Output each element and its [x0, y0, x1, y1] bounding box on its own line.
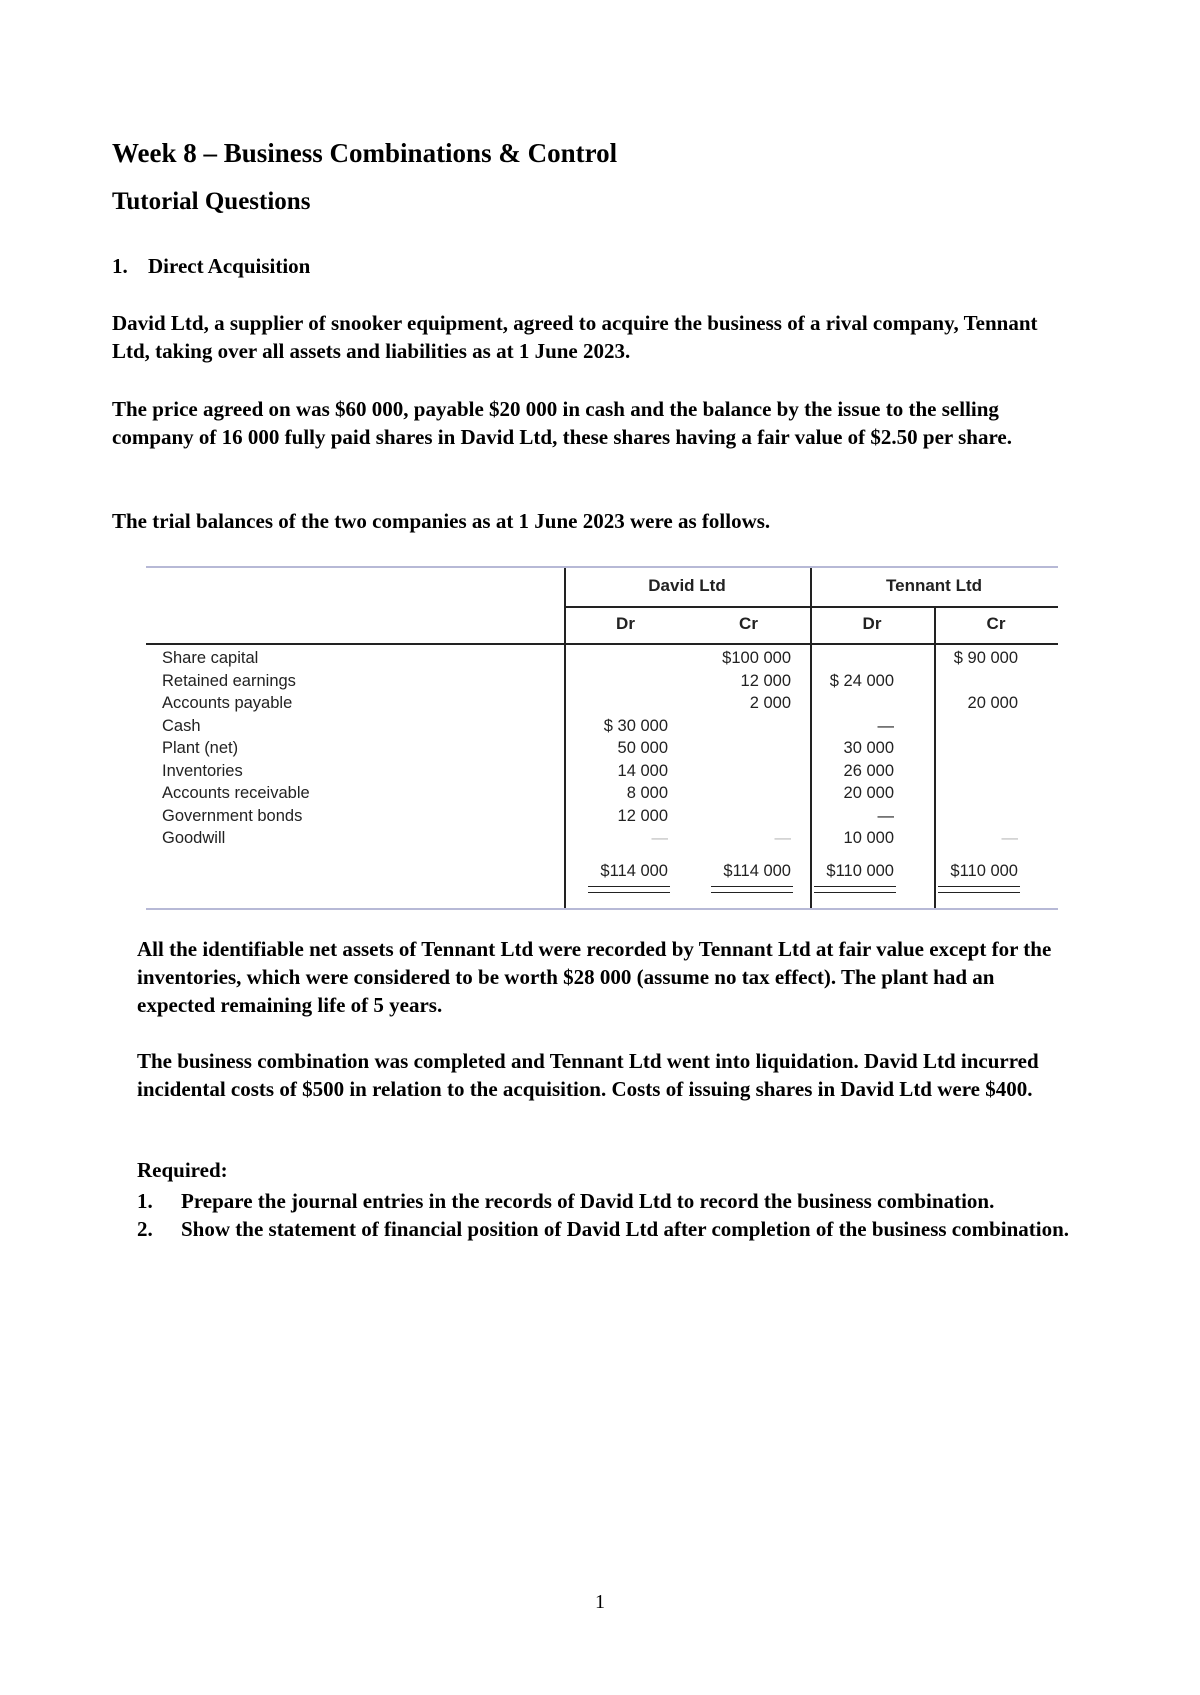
required-item-text: Prepare the journal entries in the records of David Ltd to record the business combination.	[181, 1189, 995, 1213]
col-header-tennant-dr: Dr	[862, 614, 882, 633]
col-header-david-cr: Cr	[739, 614, 758, 633]
table-cell: 50 000	[617, 739, 668, 757]
required-item-text: Show the statement of financial position of David Ltd after completion of the business combination.	[181, 1217, 1070, 1241]
col-header-david-dr: Dr	[616, 614, 635, 633]
table-cell: —	[651, 829, 668, 847]
table-total: $114 000	[600, 861, 668, 880]
header-rule	[564, 606, 1058, 608]
table-row-label: Plant (net)	[162, 739, 239, 757]
paragraph-fair-value: All the identifiable net assets of Tennant Ltd were recorded by Tennant Ltd at fair value except for the inventories, which were considered to be worth $28 000 (assume no tax effect). The plant had an expected remaining life of 5 years.	[137, 937, 1052, 1017]
paragraph-trial-balance-intro: The trial balances of the two companies as at 1 June 2023 were as follows.	[112, 509, 771, 533]
page-subtitle: Tutorial Questions	[112, 188, 311, 215]
table-row-label: Inventories	[162, 761, 243, 780]
required-label: Required:	[137, 1158, 228, 1182]
table-total: $110 000	[950, 861, 1018, 880]
trial-balance-table	[146, 566, 1058, 910]
page-title: Week 8 – Business Combinations & Control	[112, 138, 618, 168]
table-cell: 20 000	[967, 694, 1018, 712]
table-cell: 30 000	[843, 739, 894, 757]
paragraph-price: The price agreed on was $60 000, payable $20 000 in cash and the balance by the issue to the selling company of 16 000 fully paid shares in David Ltd, these shares having a fair value of $2.50 per share.	[112, 397, 1012, 449]
double-underline	[588, 886, 670, 893]
col-header-tennant-cr: Cr	[986, 614, 1006, 633]
double-underline	[814, 886, 896, 893]
table-bottom-rule	[146, 908, 1058, 910]
paragraph-liquidation: The business combination was completed and Tennant Ltd went into liquidation. David Ltd incurred incidental costs of $500 in relation to the acquisition. Costs of issuing shares in David Ltd were $400.	[137, 1049, 1039, 1101]
required-list	[137, 1187, 1077, 1243]
double-underline	[938, 886, 1020, 893]
table-cell: 8 000	[626, 784, 668, 802]
question-title: Direct Acquisition	[148, 254, 311, 278]
table-row-label: Goodwill	[162, 829, 226, 847]
table-row-label: Retained earnings	[162, 671, 296, 690]
table-row-label: Government bonds	[162, 806, 303, 825]
header-bottom-rule	[146, 643, 1058, 645]
table-cell: —	[877, 806, 894, 825]
table-cell: —	[774, 829, 791, 847]
company-header-tennant: Tennant Ltd	[886, 576, 982, 595]
required-item	[137, 1187, 1077, 1215]
table-row-label: Accounts receivable	[162, 784, 310, 802]
table-cell: $ 24 000	[829, 671, 894, 690]
table-total: $114 000	[723, 861, 791, 880]
required-item-number: 2.	[137, 1217, 153, 1241]
table-cell: 20 000	[843, 784, 894, 802]
table-cell: $100 000	[722, 649, 791, 667]
table-row-label: Cash	[162, 716, 201, 735]
table-cell: $ 90 000	[953, 649, 1018, 667]
table-cell: —	[877, 716, 894, 735]
table-cell: 2 000	[749, 694, 791, 712]
table-cell: 12 000	[617, 806, 668, 825]
table-top-rule	[146, 566, 1058, 568]
question-heading	[112, 254, 310, 279]
table-cell: 12 000	[740, 671, 791, 690]
company-header-david: David Ltd	[648, 576, 726, 595]
page-number: 1	[595, 1591, 605, 1613]
question-number: 1.	[112, 254, 128, 278]
paragraph-intro: David Ltd, a supplier of snooker equipment, agreed to acquire the business of a rival company, Tennant Ltd, taking over all assets and liabilities as at 1 June 2023.	[112, 311, 1038, 363]
table-cell: —	[1001, 829, 1018, 847]
required-item	[137, 1215, 1077, 1243]
required-item-number: 1.	[137, 1189, 153, 1213]
table-row-label: Share capital	[162, 649, 259, 667]
table-cell: $ 30 000	[603, 716, 668, 735]
table-row-label: Accounts payable	[162, 694, 293, 712]
table-total: $110 000	[826, 861, 894, 880]
double-underline	[711, 886, 793, 893]
table-cell: 14 000	[617, 761, 668, 780]
table-cell: 10 000	[843, 829, 894, 847]
table-cell: 26 000	[843, 761, 894, 780]
